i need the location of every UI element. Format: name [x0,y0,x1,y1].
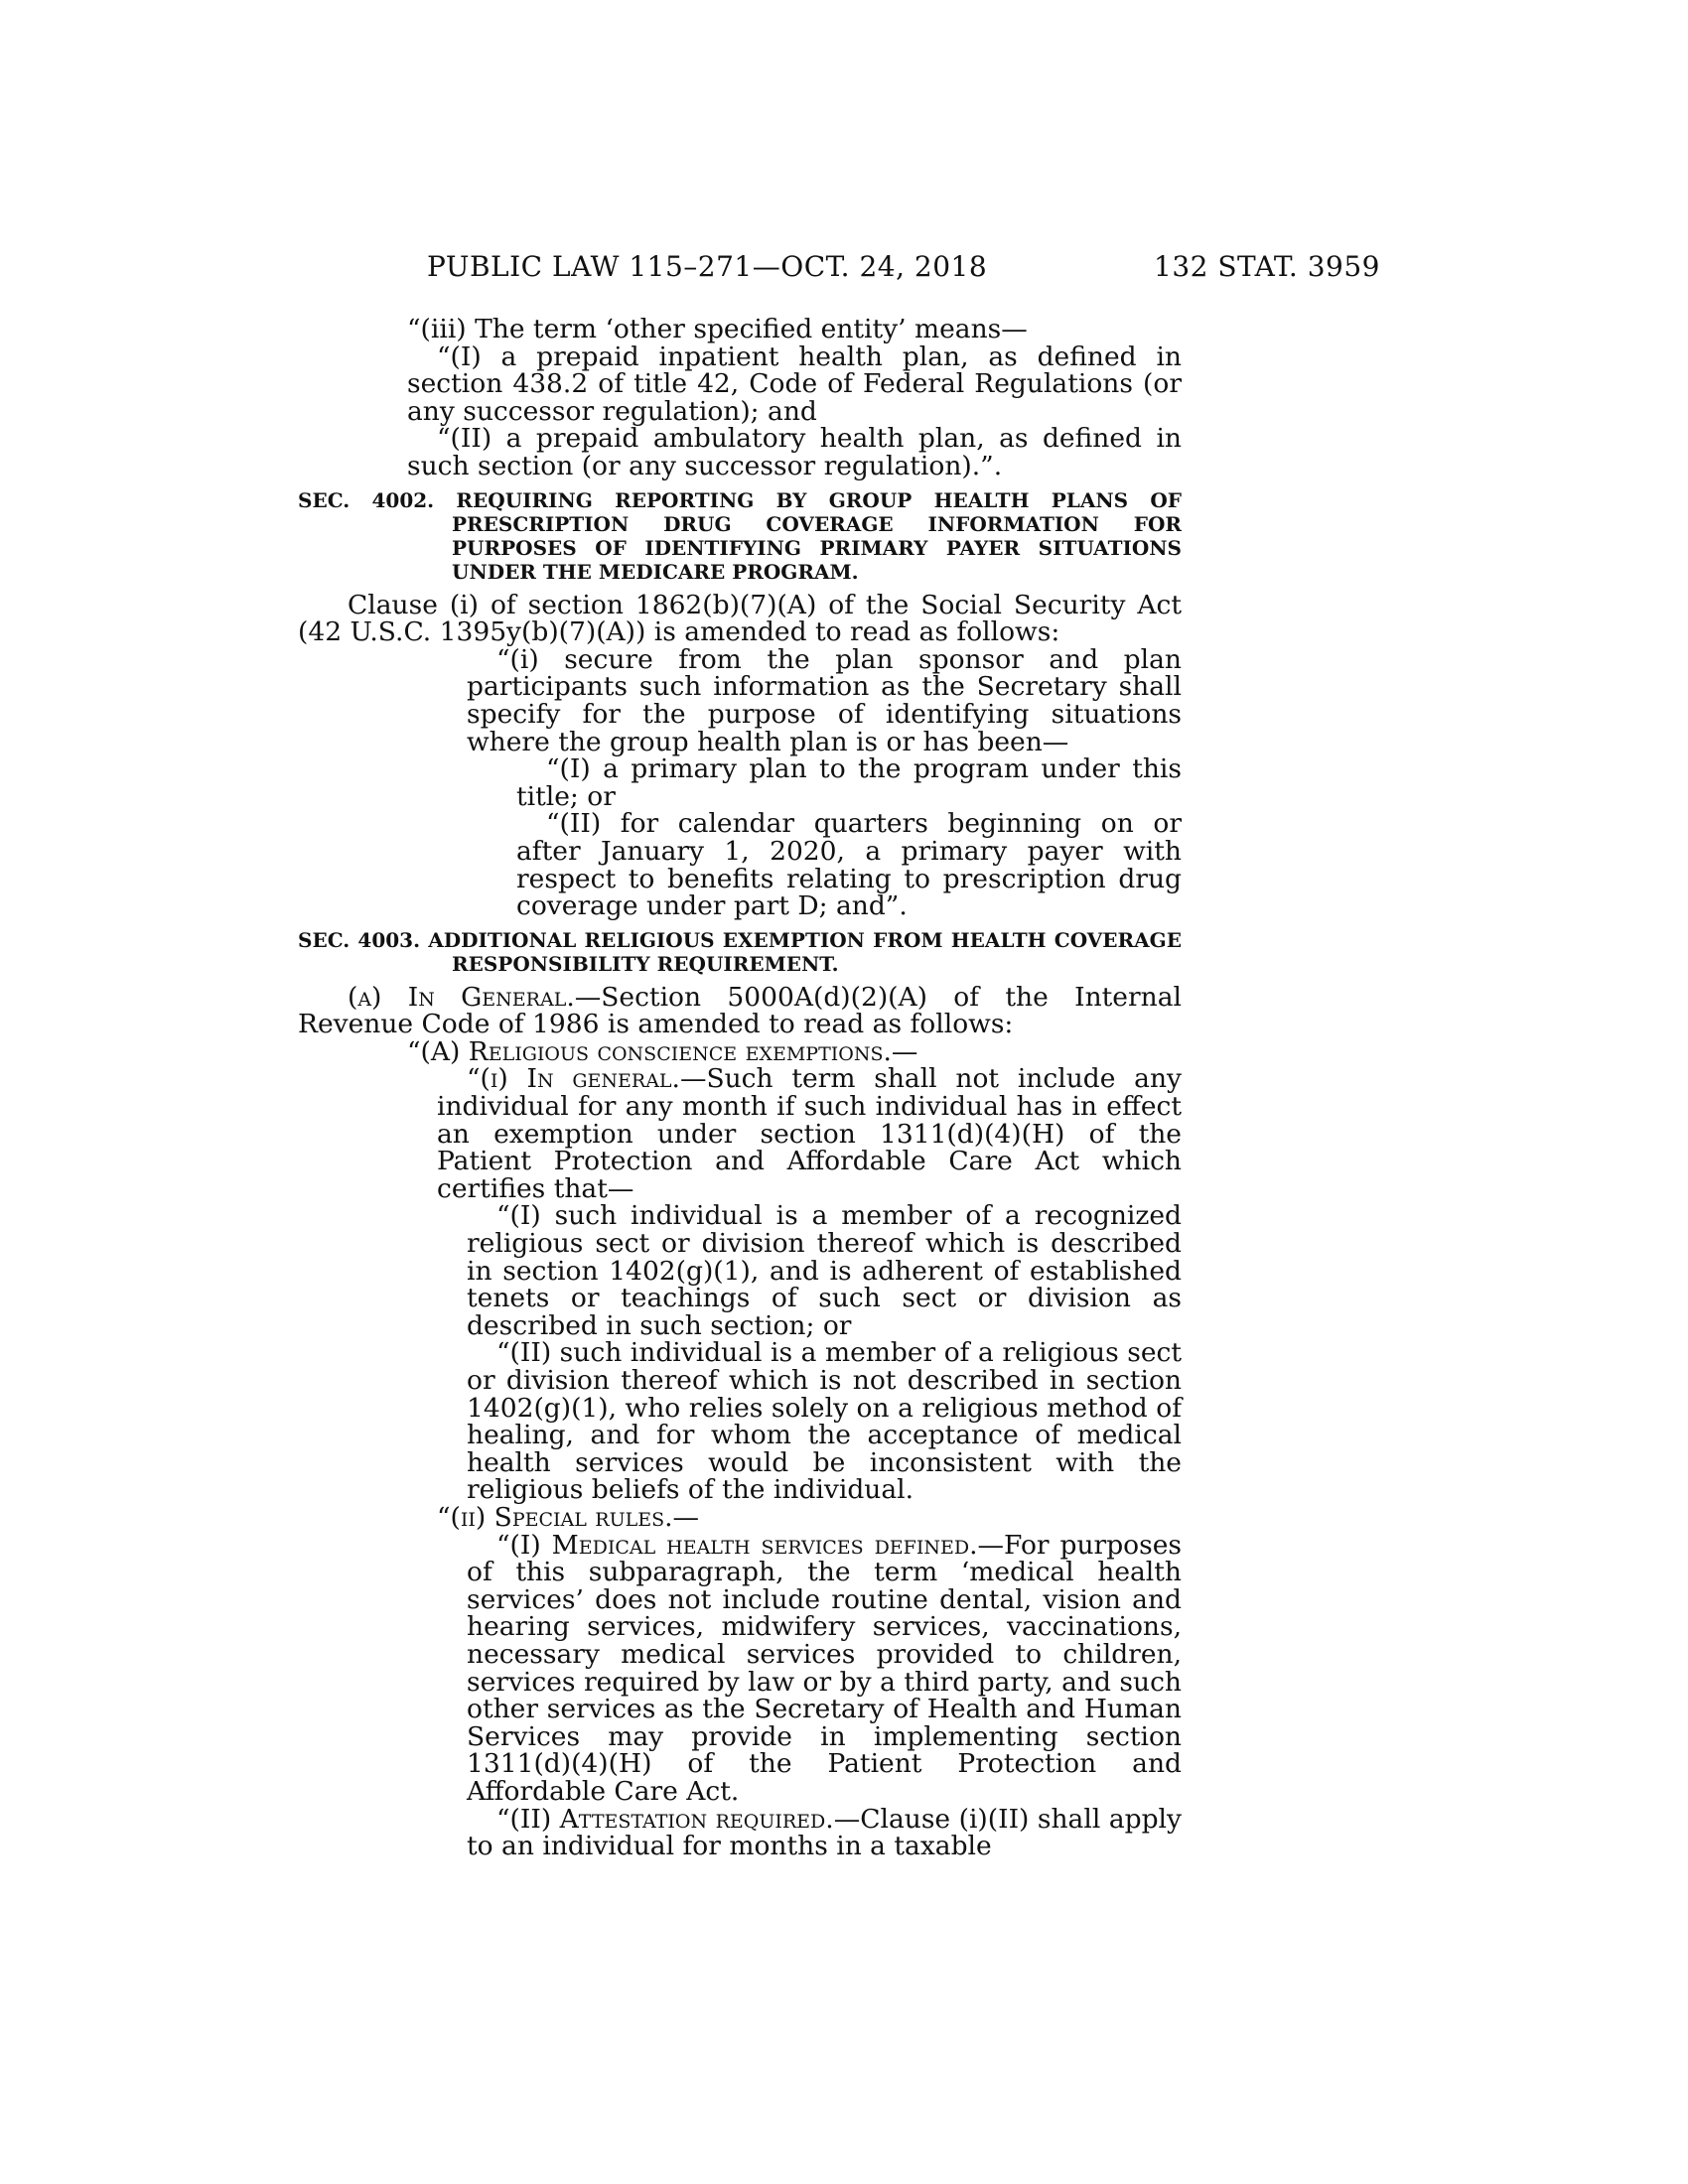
clause-i-in-general: “(i) In general.—Such term shall not include any individual for any month if such individual has in effect an exemption under section 1311(d)(4)(H) of the Patient Protection and Affordable Care Act which certifies that— [437,1063,1182,1204]
subsection-a-in-general: (a) In General.—Section 5000A(d)(2)(A) of the Internal Revenue Code of 1986 is amended to read as follows: [298,981,1182,1040]
clause-iii: “(iii) The term ‘other specified entity’ means— [407,314,1028,344]
subparagraph-A-heading: “(A) Religious conscience exemptions.— [407,1035,918,1067]
section-4002-heading: SEC. 4002. REQUIRING REPORTING BY GROUP HEALTH PLANS OF PRESCRIPTION DRUG COVERAGE INFORMATION FOR PURPOSES OF IDENTIFYING PRIMARY PAYER SITUATIONS UNDER THE MEDICARE PROGRAM. [298,487,1182,584]
statute-page-number: 132 STAT. 3959 [1154,250,1380,283]
subclause-II-prepaid-ambulatory: “(II) a prepaid ambulatory health plan, as defined in such section (or any successor regulation).”. [407,423,1182,481]
section-4002-text: Clause (i) of section 1862(b)(7)(A) of the Social Security Act (42 U.S.C. 1395y(b)(7)(A)) is amended to read as follows: [298,589,1182,648]
subclause-II-attestation: “(II) Attestation required.—Clause (i)(II) shall apply to an individual for months in a taxable [467,1803,1182,1862]
section-4003-heading: SEC. 4003. ADDITIONAL RELIGIOUS EXEMPTION FROM HEALTH COVERAGE RESPONSIBILITY REQUIREMENT. [298,927,1182,976]
document-body [298,316,1182,1860]
subclause-II-religious-healing: “(II) such individual is a member of a religious sect or division thereof which is not described in section 1402(g)(1), who relies solely on a religious method of healing, and for whom the acceptance of medical health services would be inconsistent with the religious beliefs of the individual. [467,1337,1182,1506]
subclause-I-medical-health-services: “(I) Medical health services defined.—For purposes of this subparagraph, the term ‘medical health services’ does not include routine dental, vision and hearing services, midwifery services, vaccinations, necessary medical services provided to children, services required by law or by a third party, and such other services as the Secretary of Health and Human Services may provide in implementing section 1311(d)(4)(H) of the Patient Protection and Affordable Care Act. [467,1529,1182,1807]
subclause-I-primary-plan: “(I) a primary plan to the program under this title; or [516,753,1182,812]
subclause-II-calendar-quarters: “(II) for calendar quarters beginning on or after January 1, 2020, a primary payer with respect to benefits relating to prescription drug coverage under part D; and”. [516,808,1182,922]
subclause-I-prepaid-inpatient: “(I) a prepaid inpatient health plan, as defined in section 438.2 of title 42, Code of Federal Regulations (or any successor regulation); and [407,341,1182,427]
page-header [427,250,1380,290]
clause-i-secure: “(i) secure from the plan sponsor and plan participants such information as the Secretary shall specify for the purpose of identifying situations where the group health plan is or has been— [467,643,1182,757]
public-law-citation: PUBLIC LAW 115–271—OCT. 24, 2018 [427,250,988,283]
clause-ii-special-rules: “(ii) Special rules.— [437,1501,700,1533]
subclause-I-recognized-sect: “(I) such individual is a member of a recognized religious sect or division thereof which is described in section 1402(g)(1), and is adherent of established tenets or teachings of such sect or division as described in such section; or [467,1200,1182,1341]
